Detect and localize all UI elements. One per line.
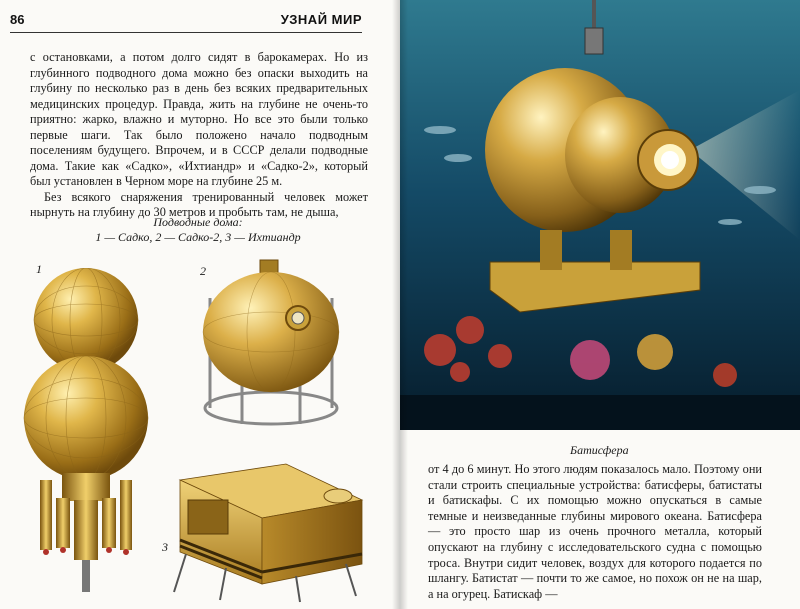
left-body-text	[30, 50, 368, 221]
sadko-2-illustration	[198, 258, 348, 428]
right-body-text	[428, 462, 762, 602]
header-rule	[10, 32, 362, 33]
page-number: 86	[10, 12, 25, 27]
bathysphere-illustration	[400, 0, 800, 430]
right-page	[400, 0, 800, 609]
figure-caption	[60, 215, 336, 245]
figure-label-2: 2	[200, 264, 206, 278]
left-paragraph-2: Без всякого снаряжения тренированный человек может нырнуть на глубину до 30 метров и пробыть там, не дыша,	[30, 189, 368, 219]
figure-label-3: 3	[162, 540, 168, 554]
image-caption: Батисфера	[570, 443, 629, 457]
left-paragraph-1: с остановками, а потом долго сидят в барокамерах. Но из глубинного подводного дома можно без опаски выходить на глубину по несколько раз в день без всяких предварительных медицинских процедур. Правда, жить на глубине не очень-то приятно: жарко, влажно и муторно. Но все это были только первые шаги. Так было положено начало подводным поселениям будущего. Впрочем, и в СССР делали подводные дома. Такие как «Садко», «Ихтиандр» и «Садко-2», который был установлен в Черном море на глубине 25 м.	[30, 50, 368, 188]
ichthyander-illustration	[166, 456, 366, 604]
sadko-illustration	[18, 268, 160, 598]
page-header	[10, 12, 362, 30]
figure-caption-legend: 1 — Садко, 2 — Садко-2, 3 — Ихтиандр	[95, 230, 301, 244]
figure-label-1: 1	[36, 262, 42, 276]
running-title: УЗНАЙ МИР	[280, 12, 362, 27]
right-paragraph: от 4 до 6 минут. Но этого людям показалось мало. Поэтому они стали строить специальные устройства: батисферы, батистаты и батискафы. С их помощью можно опускаться в самые темные и неизведанные глубины мирового океана. Батисфера — это просто шар из очень прочного металла, который опускают на глубину с исследовательского судна с помощью троса. Внутри сидит человек, воздух для которого подается по шлангу. Батистат — почти то же самое, но похож он не на шар, а на огурец. Батискаф —	[428, 462, 762, 601]
figure-caption-title: Подводные дома:	[153, 215, 243, 229]
